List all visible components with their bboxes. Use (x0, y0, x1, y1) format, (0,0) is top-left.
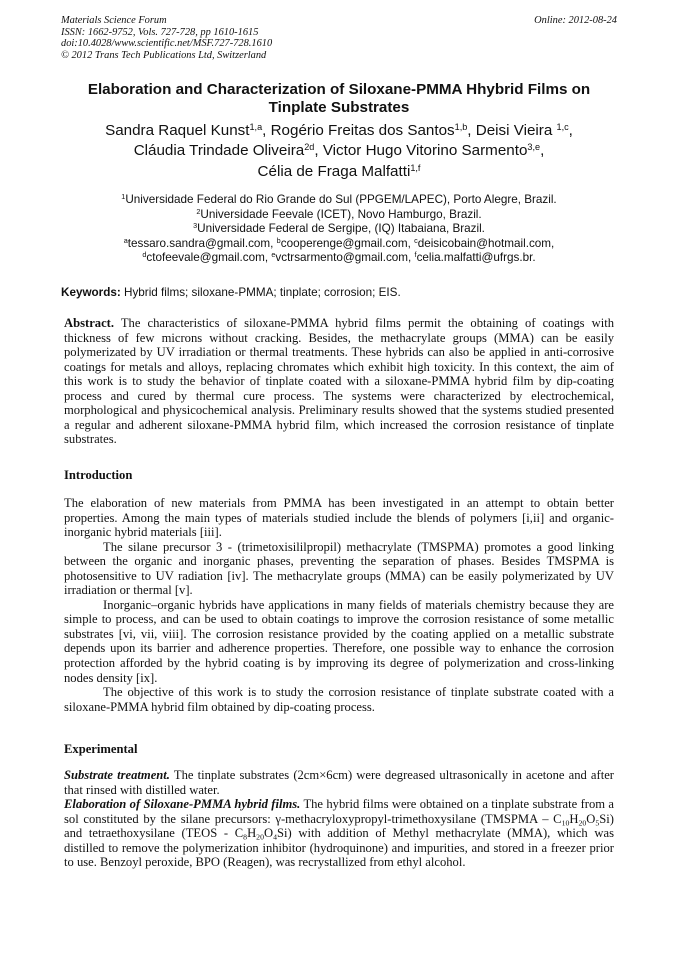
author-name: Cláudia Trindade Oliveira (133, 142, 305, 160)
text-run: The hybrid films were obtained on a tinplate substrate from a sol constituted by the silane precursors: γ-methacryloxypropyl-trimethoxysilane (TMSPMA – C (64, 797, 614, 826)
experimental-heading: Experimental (64, 742, 138, 756)
author-separator: , (540, 142, 545, 160)
email-address[interactable]: celia.malfatti@ufrgs.br. (416, 251, 536, 265)
title-line-2: Tinplate Substrates (268, 99, 410, 116)
paragraph (64, 768, 614, 797)
text-run: Si) with addition of Methyl methacrylate (MMA), which was distilled to remove the polymerization inhibitor (hydroquinone) and impurities, and stored in a freezer prior to use. Benzoyl peroxide, BPO (Reagen), was recrystallized from ethyl alcohol. (64, 826, 614, 870)
abstract (64, 316, 614, 447)
email-line-2 (61, 251, 617, 266)
affiliation-text: Universidade Federal de Sergipe, (IQ) Itabaiana, Brazil. (197, 222, 485, 236)
author-separator: , (467, 122, 476, 139)
abstract-label: Abstract. (64, 316, 115, 330)
email-address[interactable]: vctrsarmento@gmail.com, (275, 251, 415, 265)
author-separator: , (568, 122, 573, 139)
experimental-body (64, 768, 614, 870)
email-mark: a (123, 235, 128, 245)
author-affil-mark: 2d (304, 142, 315, 153)
subscript: 4 (273, 832, 277, 842)
substrate-treatment-label: Substrate treatment. (64, 768, 170, 782)
online-date: Online: 2012-08-24 (534, 15, 617, 26)
affiliation-mark: 2 (196, 206, 201, 216)
subscript: 20 (578, 817, 587, 827)
author-name: Sandra Raquel Kunst (105, 122, 250, 139)
author-line-1 (61, 121, 617, 141)
keywords-label: Keywords: (61, 286, 121, 299)
affiliation-2 (61, 208, 617, 223)
affiliation-mark: 1 (121, 192, 126, 202)
author-affil-mark: 1,a (249, 121, 263, 132)
substrate-treatment-text: The tinplate substrates (2cm×6cm) were degreased ultrasonically in acetone and after that rinsed with distilled water. (64, 768, 614, 797)
paragraph (64, 797, 614, 870)
author-name: Célia de Fraga Malfatti (257, 162, 411, 180)
introduction-heading: Introduction (64, 468, 133, 482)
introduction-body (64, 496, 614, 714)
text-run: Si) and tetraethoxysilane (TEOS - C (64, 811, 614, 841)
affiliation-mark: 3 (193, 221, 198, 231)
film-elaboration-label: Elaboration of Siloxane-PMMA hybrid films. (64, 797, 301, 812)
journal-name: Materials Science Forum (61, 15, 167, 26)
paper-title (61, 81, 617, 117)
paragraph: The silane precursor 3 - (trimetoxisililpropil) methacrylate (TMSPMA) promotes a good linking between the organic and inorganic phases, preventing the separation of phases. Besides TMSPMA is photosensitive to UV radiation [iv]. The methacrylate groups (MMA) can be easily polymerizated by UV irradiation or thermal [v]. (64, 539, 614, 598)
author-affil-mark: 1,f (410, 162, 421, 173)
subscript: 5 (595, 817, 600, 827)
author-name: Rogério Freitas dos Santos (270, 122, 455, 139)
paragraph: Inorganic–organic hybrids have applications in many fields of materials chemistry because they are simple to process, and can be used to obtain coatings to improve the corrosion resistance of some metallic substrates [vi, vii, viii]. The corrosion resistance provided by the coating applied on a metallic substrate depends upon its barrier and adherence properties. Therefore, one possible way to enhance the corrosion protection afforded by the hybrid coating is by improving its degree of polymerization and cross-linking nodes density [ix]. (64, 597, 614, 685)
author-list (61, 121, 617, 182)
author-name: Deisi Vieira (475, 122, 557, 139)
author-affil-mark: 1,c (556, 121, 569, 132)
abstract-text: The characteristics of siloxane-PMMA hybrid films permit the obtaining of coatings with thickness of few microns without cracking. Besides, the methacrylate groups (MMA) can be easily polymerizated by UV irradiation or thermal treatments. These hybrids can also be applied in anti-corrosive coatings for metals and alloys, replacing chromates which exhibit high toxicity. In this context, the aim of this work is to study the behavior of tinplate coated with a siloxane-PMMA hybrid film by dip-coating process and cured by thermal cure process. The systems were characterized by electrochemical, morphological and physicochemical analysis. Preliminary results showed that the systems studied presented a regular and adherent siloxane-PMMA hybrid film, which increased the corrosion resistance of tinplate substrates. (64, 316, 614, 447)
email-mark: d (142, 250, 147, 260)
text-run: O (263, 826, 274, 841)
author-line-3 (61, 162, 617, 182)
doi-line: doi:10.4028/www.scientific.net/MSF.727-728.1610 (61, 38, 273, 50)
copyright-line: © 2012 Trans Tech Publications Ltd, Switzerland (61, 49, 267, 61)
author-separator: , (262, 122, 271, 139)
paragraph: The elaboration of new materials from PMMA has been investigated in an attempt to obtain better properties. Among the main types of materials studied include the blends of polymers [i,ii] and organic-inorganic hybrid materials [iii]. (64, 496, 614, 540)
affiliation-3 (61, 222, 617, 237)
text-run: H (569, 811, 579, 826)
author-name: Victor Hugo Vitorino Sarmento (322, 142, 528, 160)
subscript: 10 (561, 817, 570, 827)
paragraph: The objective of this work is to study the corrosion resistance of tinplate substrate coated with a siloxane-PMMA hybrid film obtained by dip-coating process. (64, 685, 614, 714)
affiliations (61, 193, 617, 266)
publication-header (61, 15, 617, 61)
affiliation-1 (61, 193, 617, 208)
author-separator: , (314, 142, 323, 160)
affiliation-text: Universidade Federal do Rio Grande do Sul (PPGEM/LAPEC), Porto Alegre, Brazil. (125, 193, 557, 206)
author-affil-mark: 3,e (527, 142, 541, 153)
email-mark: c (414, 235, 418, 245)
subscript: 8 (243, 832, 248, 842)
author-line-2 (61, 141, 617, 161)
title-line-1: Elaboration and Characterization of Siloxane-PMMA Hhybrid Films on (87, 81, 591, 98)
affiliation-text: Universidade Feevale (ICET), Novo Hamburgo, Brazil. (200, 207, 482, 221)
email-address[interactable]: tessaro.sandra@gmail.com, (127, 236, 277, 250)
text-run: O (586, 811, 596, 826)
email-address[interactable]: ctofeevale@gmail.com, (146, 251, 272, 265)
author-affil-mark: 1,b (454, 121, 468, 132)
issn-line: ISSN: 1662-9752, Vols. 727-728, pp 1610-1615 (61, 26, 259, 38)
email-line-1 (61, 237, 617, 252)
text-run: H (247, 826, 257, 841)
email-mark: e (271, 250, 276, 260)
email-address[interactable]: deisicobain@hotmail.com, (417, 236, 555, 250)
email-mark: f (414, 250, 417, 260)
email-address[interactable]: cooperenge@gmail.com, (280, 236, 415, 250)
keywords-text: Hybrid films; siloxane-PMMA; tinplate; corrosion; EIS. (120, 286, 401, 299)
email-mark: b (276, 235, 281, 245)
keywords (61, 286, 617, 300)
subscript: 20 (256, 832, 264, 842)
